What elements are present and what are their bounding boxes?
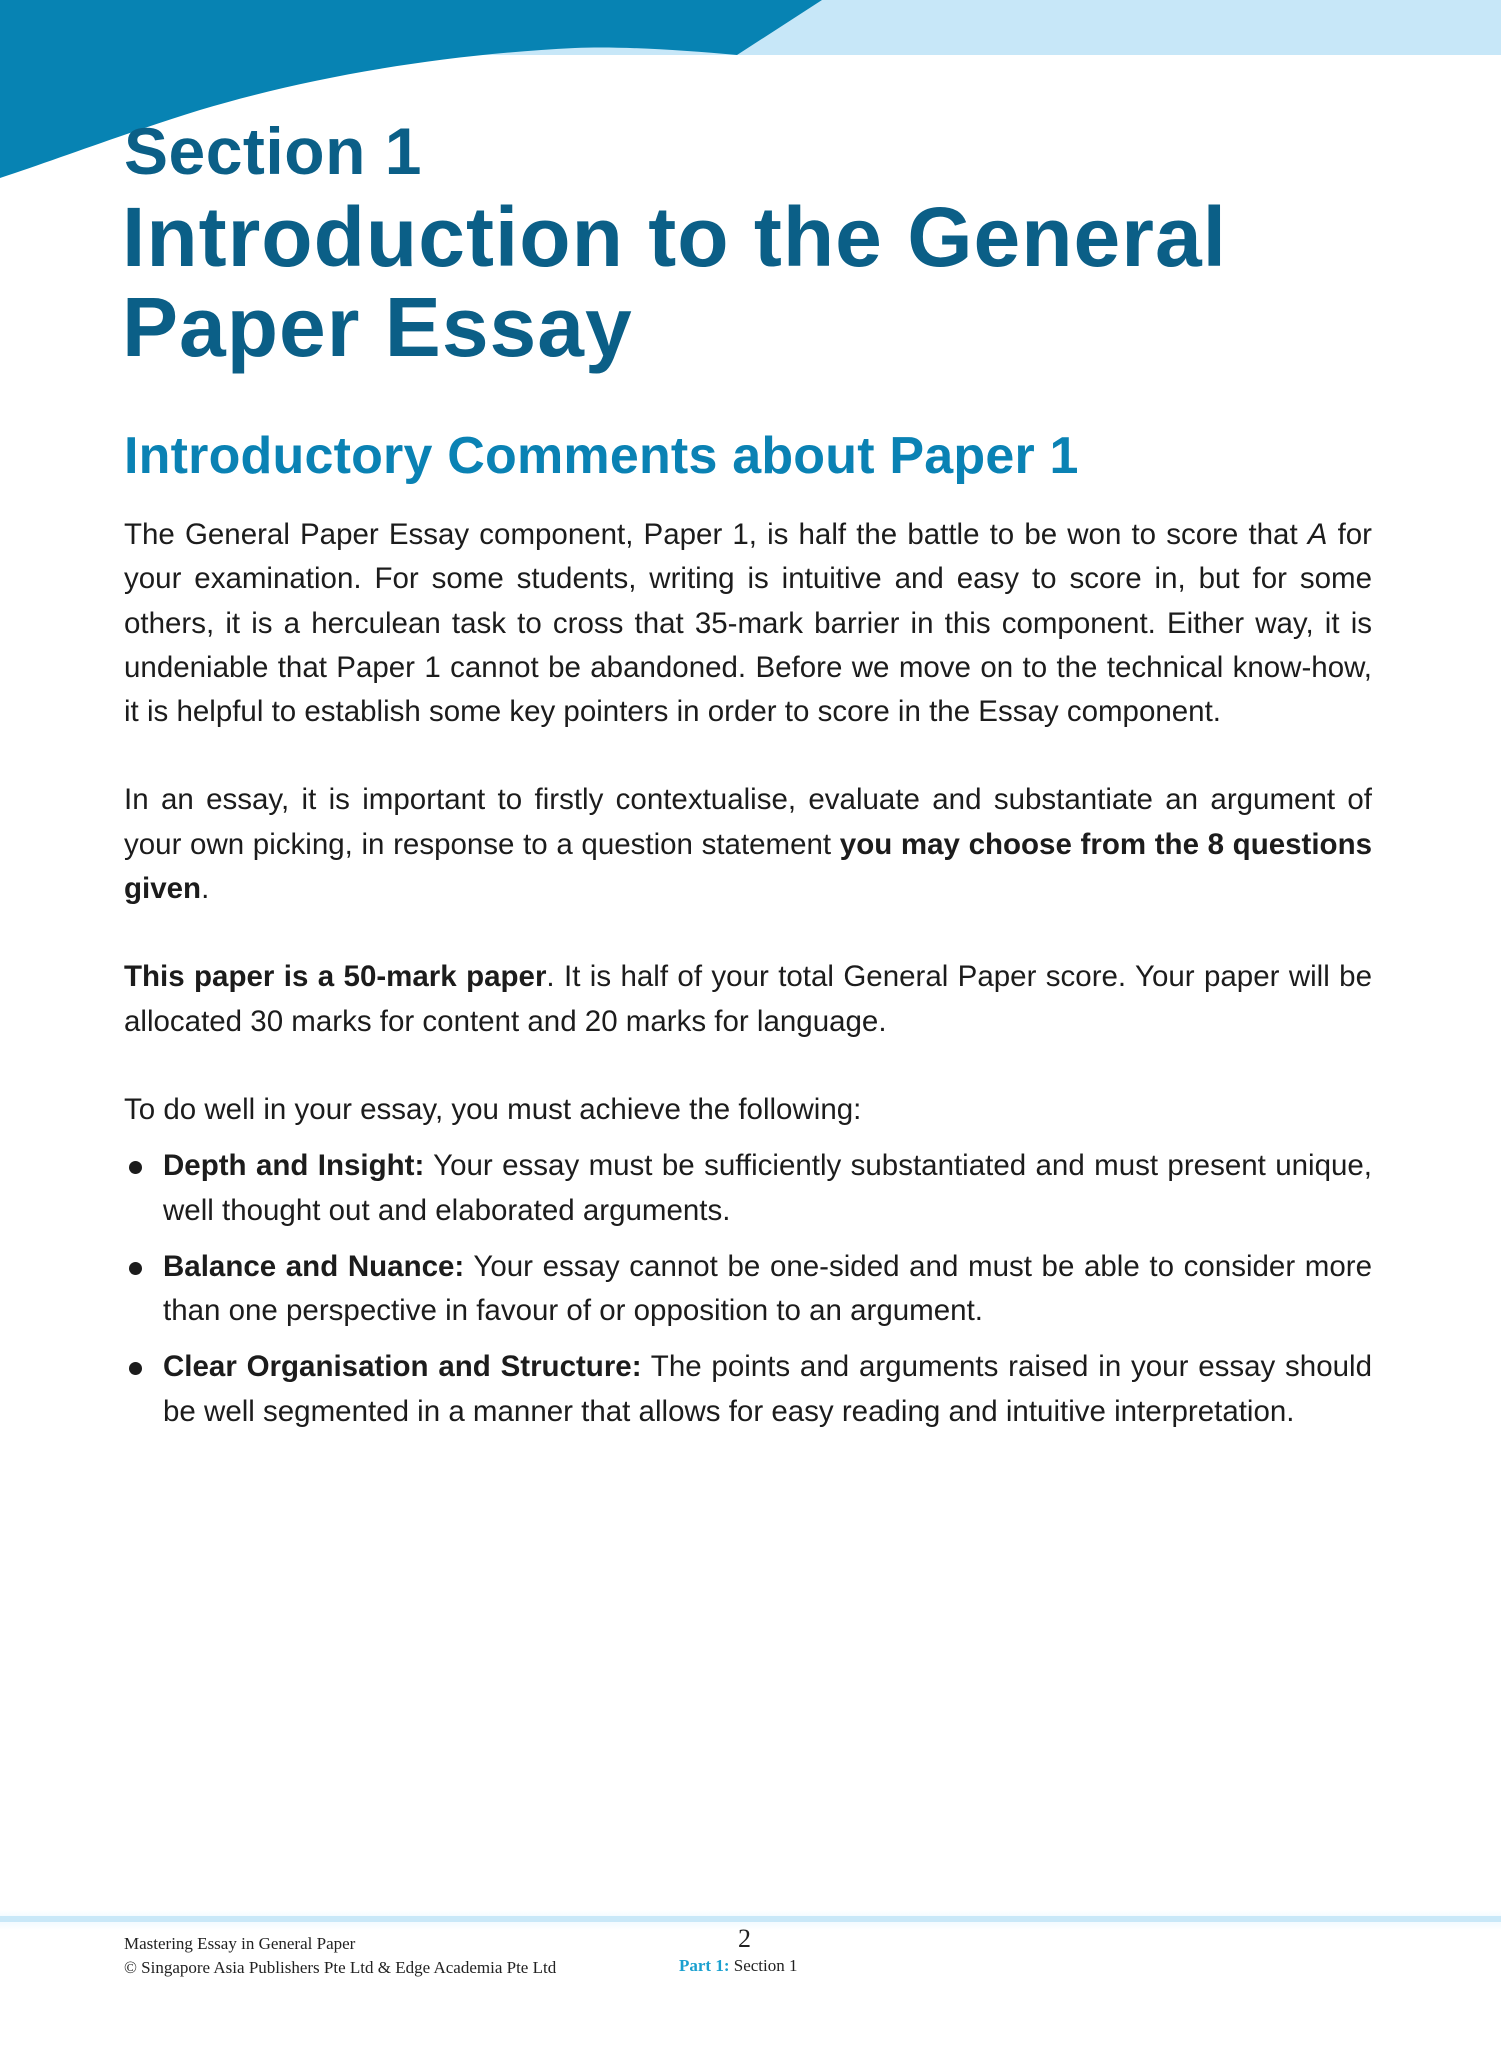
subheading: Introductory Comments about Paper 1 — [124, 427, 1079, 485]
footer-section-ref — [679, 1956, 798, 1976]
list-intro: To do well in your essay, you must achieve the following: — [124, 1092, 862, 1126]
criteria-list — [124, 1144, 1372, 1434]
section-ref: Section 1 — [729, 1956, 798, 1975]
footer-divider — [0, 1916, 1501, 1922]
part-label: Part 1: — [679, 1956, 730, 1975]
list-item-balance — [124, 1245, 1372, 1334]
book-title: Mastering Essay in General Paper — [124, 1934, 356, 1953]
copyright: © Singapore Asia Publishers Pte Ltd & Edge Academia Pte Ltd — [124, 1958, 557, 1977]
list-item-term: Balance and Nuance: — [163, 1249, 465, 1283]
bullet-icon — [129, 1161, 142, 1174]
paragraph-1-text-a: The General Paper Essay component, Paper 1, is half the battle to be won to score that — [124, 518, 1308, 551]
paragraph-2-text: In an essay, it is important to firstly contextualise, evaluate and substantiate an argument of your own picking, in response to a question statement — [124, 783, 1372, 861]
page-title: Introduction to the General Paper Essay — [122, 190, 1228, 374]
paragraph-2-emphasis: you may choose from the 8 questions given — [124, 827, 1373, 906]
list-item-organisation — [124, 1345, 1372, 1434]
paragraph-1 — [124, 513, 1372, 734]
paragraph-1-text-b: for your examination. For some students, writing is intuitive and easy to score in, but for some others, it is a herculean task to cross that 35-mark barrier in this component. Either way, it is undeniable that Paper 1 cannot be abandoned. Before we move on to the technical know-how, it is helpful to establish some key pointers in order to score in the Essay component. — [124, 518, 1372, 729]
grade-letter: A — [1307, 518, 1328, 551]
list-item-text: Your essay cannot be one-sided and must be able to consider more than one perspective in favour of or opposition to an argument. — [163, 1249, 1372, 1328]
list-item-text: Your essay must be sufficiently substantiated and must present unique, well thought out and elaborated arguments. — [163, 1149, 1372, 1227]
footer-credits — [124, 1932, 556, 1980]
list-item-depth — [124, 1144, 1372, 1233]
bullet-icon — [129, 1362, 142, 1375]
paragraph-3 — [124, 955, 1372, 1044]
section-label: Section 1 — [124, 114, 422, 188]
paragraph-3-text: . It is half of your total General Paper score. Your paper will be allocated 30 marks for content and 20 marks for language. — [124, 960, 1372, 1038]
body-text — [124, 513, 1372, 1446]
paragraph-2 — [124, 778, 1372, 911]
paragraph-3-emphasis: This paper is a 50-mark paper — [124, 960, 547, 994]
page-number: 2 — [738, 1924, 751, 1953]
list-item-term: Clear Organisation and Structure: — [163, 1350, 642, 1384]
bullet-icon — [129, 1262, 142, 1275]
list-item-term: Depth and Insight: — [163, 1149, 425, 1183]
paragraph-2-end: . — [201, 872, 210, 906]
list-item-text: The points and arguments raised in your essay should be well segmented in a manner that allows for easy reading and intuitive interpretation. — [163, 1350, 1372, 1428]
